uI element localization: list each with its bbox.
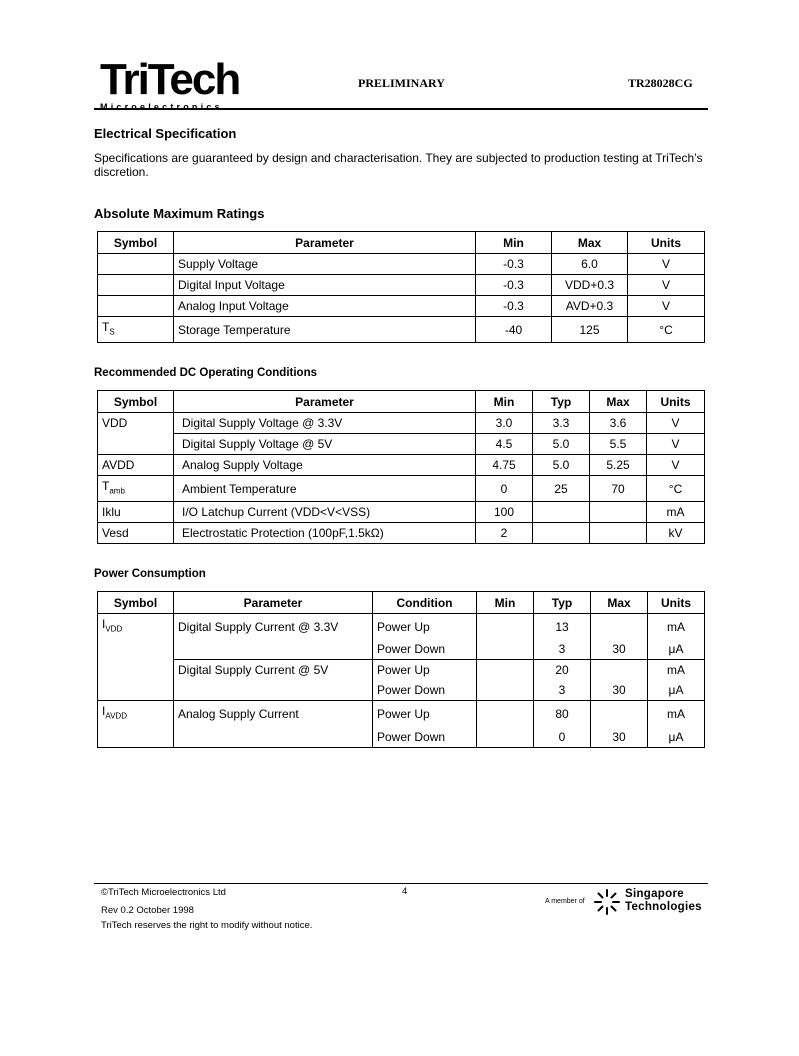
power-consumption-table xyxy=(97,591,705,748)
units-cell: V xyxy=(628,254,705,275)
col-header: Max xyxy=(590,391,647,413)
power-consumption-title: Power Consumption xyxy=(94,568,206,580)
page-number: 4 xyxy=(402,886,408,897)
min-cell: 0 xyxy=(476,476,533,502)
min-cell: 4.5 xyxy=(476,434,533,455)
parameter-cell: Analog Input Voltage xyxy=(174,296,476,317)
table-row xyxy=(98,275,705,296)
max-cell xyxy=(590,502,647,523)
min-cell xyxy=(477,701,534,727)
symbol-cell xyxy=(98,701,174,727)
col-header: Typ xyxy=(534,592,591,614)
units-cell: mA xyxy=(648,614,705,640)
typ-cell xyxy=(533,502,590,523)
max-cell: 30 xyxy=(591,680,648,701)
footer-revision: Rev 0.2 October 1998 xyxy=(101,905,194,916)
parameter-cell: Digital Supply Current @ 3.3V xyxy=(174,614,373,640)
symbol-cell xyxy=(98,296,174,317)
min-cell: -0.3 xyxy=(476,254,552,275)
typ-cell: 3 xyxy=(534,680,591,701)
col-header: Parameter xyxy=(174,592,373,614)
condition-cell: Power Up xyxy=(373,660,477,681)
partner-line-2: Technologies xyxy=(625,901,702,913)
parameter-cell xyxy=(174,639,373,660)
units-cell: °C xyxy=(628,317,705,343)
typ-cell: 25 xyxy=(533,476,590,502)
symbol-subscript: S xyxy=(109,327,115,337)
table-row xyxy=(98,254,705,275)
parameter-cell xyxy=(174,680,373,701)
footer-copyright: ©TriTech Microelectronics Ltd xyxy=(101,887,226,898)
typ-cell: 3 xyxy=(534,639,591,660)
table-header-row xyxy=(98,391,705,413)
parameter-cell: Digital Supply Current @ 5V xyxy=(174,660,373,681)
max-cell: AVD+0.3 xyxy=(552,296,628,317)
symbol-text: T xyxy=(102,320,110,334)
typ-cell: 20 xyxy=(534,660,591,681)
max-cell xyxy=(591,660,648,681)
col-header: Min xyxy=(476,232,552,254)
parameter-cell: Digital Supply Voltage @ 3.3V xyxy=(174,413,476,434)
table-row xyxy=(98,701,705,727)
parameter-cell: Digital Input Voltage xyxy=(174,275,476,296)
units-cell: V xyxy=(647,455,705,476)
typ-cell: 0 xyxy=(534,727,591,748)
col-header: Units xyxy=(647,391,705,413)
units-cell: V xyxy=(647,413,705,434)
table-row xyxy=(98,296,705,317)
symbol-cell xyxy=(98,614,174,640)
table-row xyxy=(98,502,705,523)
table-row xyxy=(98,639,705,660)
col-header: Typ xyxy=(533,391,590,413)
condition-cell: Power Up xyxy=(373,614,477,640)
max-cell xyxy=(590,523,647,544)
document-number: TR28028CG xyxy=(628,76,693,90)
table-row xyxy=(98,476,705,502)
symbol-subscript: amb xyxy=(109,486,125,496)
max-cell: 30 xyxy=(591,639,648,660)
footer-notice: TriTech reserves the right to modify without notice. xyxy=(101,920,313,931)
max-cell: 70 xyxy=(590,476,647,502)
units-cell: V xyxy=(647,434,705,455)
header-divider xyxy=(94,108,708,110)
col-header: Condition xyxy=(373,592,477,614)
parameter-cell: Electrostatic Protection (100pF,1.5kΩ) xyxy=(174,523,476,544)
condition-cell: Power Down xyxy=(373,639,477,660)
symbol-cell xyxy=(98,275,174,296)
symbol-cell xyxy=(98,727,174,748)
table-row xyxy=(98,660,705,681)
footer-divider xyxy=(94,883,708,884)
condition-cell: Power Down xyxy=(373,727,477,748)
col-header: Max xyxy=(591,592,648,614)
abs-max-table xyxy=(97,231,705,343)
symbol-cell xyxy=(98,476,174,502)
symbol-text: I xyxy=(102,617,106,631)
symbol-cell xyxy=(98,639,174,660)
typ-cell: 5.0 xyxy=(533,434,590,455)
symbol-subscript: VDD xyxy=(105,624,123,634)
symbol-cell: AVDD xyxy=(98,455,174,476)
table-row xyxy=(98,727,705,748)
typ-cell xyxy=(533,523,590,544)
intro-paragraph: Specifications are guaranteed by design and characterisation. They are subjected to production testing at TriTech’s discretion. xyxy=(94,151,703,179)
col-header: Units xyxy=(648,592,705,614)
min-cell: -40 xyxy=(476,317,552,343)
col-header: Min xyxy=(476,391,533,413)
parameter-cell: Analog Supply Voltage xyxy=(174,455,476,476)
max-cell: 5.25 xyxy=(590,455,647,476)
units-cell: mA xyxy=(647,502,705,523)
logo-subtext: Microelectronics xyxy=(100,102,223,112)
col-header: Units xyxy=(628,232,705,254)
col-header: Parameter xyxy=(174,391,476,413)
parameter-cell: Analog Supply Current xyxy=(174,701,373,727)
units-cell: V xyxy=(628,296,705,317)
table-row xyxy=(98,413,705,434)
parameter-cell xyxy=(174,727,373,748)
typ-cell: 80 xyxy=(534,701,591,727)
max-cell: 125 xyxy=(552,317,628,343)
partner-name xyxy=(625,888,702,914)
parameter-cell: I/O Latchup Current (VDD<V<VSS) xyxy=(174,502,476,523)
max-cell: VDD+0.3 xyxy=(552,275,628,296)
min-cell xyxy=(477,660,534,681)
table-row xyxy=(98,523,705,544)
units-cell: kV xyxy=(647,523,705,544)
abs-max-title: Absolute Maximum Ratings xyxy=(94,206,265,221)
min-cell: -0.3 xyxy=(476,275,552,296)
typ-cell: 13 xyxy=(534,614,591,640)
max-cell: 3.6 xyxy=(590,413,647,434)
condition-cell: Power Up xyxy=(373,701,477,727)
condition-cell: Power Down xyxy=(373,680,477,701)
table-header-row xyxy=(98,232,705,254)
col-header: Min xyxy=(477,592,534,614)
table-row xyxy=(98,317,705,343)
min-cell: 4.75 xyxy=(476,455,533,476)
symbol-cell xyxy=(98,660,174,681)
units-cell: μA xyxy=(648,680,705,701)
min-cell xyxy=(477,680,534,701)
min-cell xyxy=(477,727,534,748)
table-row xyxy=(98,614,705,640)
parameter-cell: Ambient Temperature xyxy=(174,476,476,502)
singapore-technologies-logo xyxy=(545,888,705,918)
units-cell: μA xyxy=(648,727,705,748)
symbol-cell xyxy=(98,680,174,701)
symbol-cell xyxy=(98,317,174,343)
symbol-cell xyxy=(98,254,174,275)
typ-cell: 3.3 xyxy=(533,413,590,434)
starburst-icon xyxy=(593,888,621,916)
col-header: Max xyxy=(552,232,628,254)
max-cell xyxy=(591,614,648,640)
max-cell xyxy=(591,701,648,727)
table-header-row xyxy=(98,592,705,614)
units-cell: °C xyxy=(647,476,705,502)
table-row xyxy=(98,680,705,701)
table-row xyxy=(98,434,705,455)
max-cell: 30 xyxy=(591,727,648,748)
col-header: Parameter xyxy=(174,232,476,254)
min-cell xyxy=(477,639,534,660)
symbol-subscript: AVDD xyxy=(105,711,127,721)
col-header: Symbol xyxy=(98,391,174,413)
partner-line-1: Singapore xyxy=(625,888,684,900)
symbol-text: I xyxy=(102,704,106,719)
parameter-cell: Supply Voltage xyxy=(174,254,476,275)
min-cell: 2 xyxy=(476,523,533,544)
units-cell: mA xyxy=(648,660,705,681)
col-header: Symbol xyxy=(98,592,174,614)
dc-conditions-table xyxy=(97,390,705,544)
min-cell xyxy=(477,614,534,640)
max-cell: 5.5 xyxy=(590,434,647,455)
parameter-cell: Storage Temperature xyxy=(174,317,476,343)
units-cell: V xyxy=(628,275,705,296)
typ-cell: 5.0 xyxy=(533,455,590,476)
table-row xyxy=(98,455,705,476)
symbol-cell xyxy=(98,434,174,455)
tritech-logo xyxy=(100,55,260,112)
symbol-text: T xyxy=(102,479,110,493)
units-cell: μA xyxy=(648,639,705,660)
parameter-cell: Digital Supply Voltage @ 5V xyxy=(174,434,476,455)
logo-text: TriTech xyxy=(100,55,240,104)
symbol-cell: Vesd xyxy=(98,523,174,544)
dc-conditions-title: Recommended DC Operating Conditions xyxy=(94,367,317,379)
min-cell: -0.3 xyxy=(476,296,552,317)
max-cell: 6.0 xyxy=(552,254,628,275)
symbol-cell: Iklu xyxy=(98,502,174,523)
units-cell: mA xyxy=(648,701,705,727)
member-text: A member of xyxy=(545,898,585,905)
col-header: Symbol xyxy=(98,232,174,254)
symbol-cell: VDD xyxy=(98,413,174,434)
min-cell: 3.0 xyxy=(476,413,533,434)
min-cell: 100 xyxy=(476,502,533,523)
section-title: Electrical Specification xyxy=(94,126,237,141)
document-status: PRELIMINARY xyxy=(358,76,445,90)
